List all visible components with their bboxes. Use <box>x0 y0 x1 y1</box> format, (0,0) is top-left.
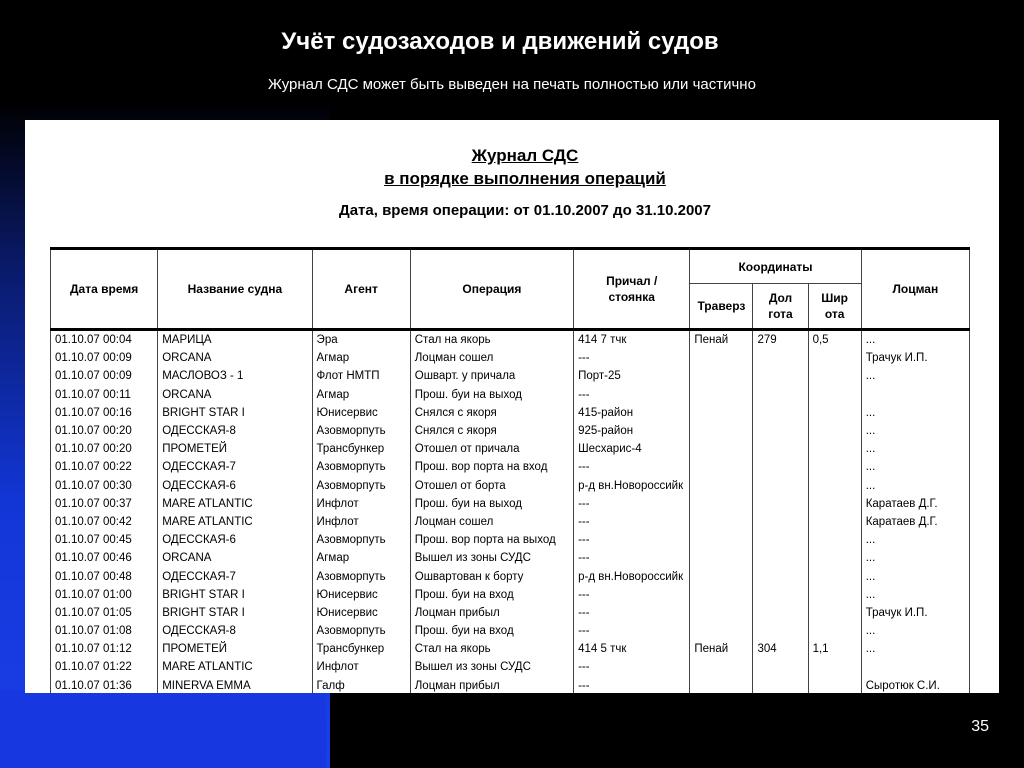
cell-longitude <box>753 440 808 458</box>
cell-datetime: 01.10.07 01:12 <box>51 640 158 658</box>
document-sheet <box>25 120 999 693</box>
cell-longitude <box>753 549 808 567</box>
background-block <box>0 690 326 768</box>
cell-agent: Агмар <box>312 386 410 404</box>
cell-pilot: ... <box>861 404 969 422</box>
cell-vessel: MINERVA EMMA <box>158 677 312 693</box>
cell-traverse <box>690 567 753 585</box>
cell-agent: Трансбункер <box>312 440 410 458</box>
table-row <box>51 513 970 531</box>
cell-datetime: 01.10.07 00:04 <box>51 330 158 350</box>
cell-latitude <box>808 440 861 458</box>
header-latitude: Шир ота <box>808 284 861 330</box>
cell-longitude <box>753 567 808 585</box>
cell-latitude <box>808 349 861 367</box>
cell-operation: Снялся с якоря <box>410 422 573 440</box>
cell-berth: --- <box>574 658 690 676</box>
cell-traverse <box>690 349 753 367</box>
document-subtitle: в порядке выполнения операций <box>384 169 666 188</box>
cell-pilot: ... <box>861 586 969 604</box>
cell-berth: р-д вн.Новороссийк <box>574 477 690 495</box>
cell-vessel: ORCANA <box>158 386 312 404</box>
cell-agent: Азовморпуть <box>312 477 410 495</box>
cell-traverse <box>690 386 753 404</box>
cell-longitude <box>753 658 808 676</box>
cell-latitude <box>808 404 861 422</box>
cell-vessel: BRIGHT STAR I <box>158 586 312 604</box>
table-row <box>51 367 970 385</box>
cell-vessel: ORCANA <box>158 549 312 567</box>
cell-operation: Стал на якорь <box>410 330 573 350</box>
cell-berth: --- <box>574 586 690 604</box>
cell-pilot: Каратаев Д.Г. <box>861 513 969 531</box>
cell-latitude <box>808 567 861 585</box>
cell-operation: Стал на якорь <box>410 640 573 658</box>
table-row <box>51 458 970 476</box>
table-row <box>51 604 970 622</box>
cell-longitude <box>753 367 808 385</box>
cell-latitude <box>808 677 861 693</box>
cell-traverse <box>690 586 753 604</box>
cell-pilot: ... <box>861 477 969 495</box>
cell-berth: --- <box>574 458 690 476</box>
cell-latitude: 1,1 <box>808 640 861 658</box>
cell-pilot: ... <box>861 622 969 640</box>
cell-longitude: 304 <box>753 640 808 658</box>
table-row <box>51 349 970 367</box>
slide-subtitle: Журнал СДС может быть выведен на печать полностью или частично <box>268 76 756 93</box>
cell-berth: Порт-25 <box>574 367 690 385</box>
table-row <box>51 495 970 513</box>
table-row <box>51 404 970 422</box>
cell-agent: Азовморпуть <box>312 422 410 440</box>
cell-pilot <box>861 386 969 404</box>
cell-vessel: BRIGHT STAR I <box>158 604 312 622</box>
journal-table <box>50 247 970 693</box>
cell-longitude <box>753 622 808 640</box>
table-row <box>51 386 970 404</box>
cell-agent: Юнисервис <box>312 404 410 422</box>
cell-pilot: ... <box>861 367 969 385</box>
cell-datetime: 01.10.07 00:20 <box>51 440 158 458</box>
cell-traverse <box>690 495 753 513</box>
cell-pilot: ... <box>861 640 969 658</box>
document-date-range: Дата, время операции: от 01.10.2007 до 31.10.2007 <box>339 202 711 219</box>
cell-agent: Агмар <box>312 549 410 567</box>
cell-traverse <box>690 367 753 385</box>
cell-traverse <box>690 658 753 676</box>
cell-operation: Прош. вор порта на выход <box>410 531 573 549</box>
cell-pilot: ... <box>861 531 969 549</box>
cell-berth: --- <box>574 677 690 693</box>
cell-vessel: МАСЛОВОЗ - 1 <box>158 367 312 385</box>
page-number: 35 <box>971 718 989 735</box>
table-row <box>51 440 970 458</box>
cell-agent: Юнисервис <box>312 604 410 622</box>
cell-datetime: 01.10.07 00:22 <box>51 458 158 476</box>
cell-pilot: Трачук И.П. <box>861 604 969 622</box>
cell-pilot <box>861 658 969 676</box>
cell-datetime: 01.10.07 00:09 <box>51 349 158 367</box>
header-berth: Причал / стоянка <box>574 249 690 330</box>
cell-longitude: 279 <box>753 330 808 350</box>
cell-vessel: ОДЕССКАЯ-6 <box>158 531 312 549</box>
cell-pilot: Каратаев Д.Г. <box>861 495 969 513</box>
cell-latitude <box>808 604 861 622</box>
cell-vessel: ОДЕССКАЯ-7 <box>158 458 312 476</box>
cell-datetime: 01.10.07 01:05 <box>51 604 158 622</box>
cell-operation: Лоцман прибыл <box>410 604 573 622</box>
cell-vessel: BRIGHT STAR I <box>158 404 312 422</box>
cell-agent: Азовморпуть <box>312 531 410 549</box>
cell-agent: Инфлот <box>312 658 410 676</box>
cell-latitude <box>808 513 861 531</box>
cell-datetime: 01.10.07 00:16 <box>51 404 158 422</box>
cell-datetime: 01.10.07 00:09 <box>51 367 158 385</box>
cell-longitude <box>753 586 808 604</box>
cell-vessel: ОДЕССКАЯ-8 <box>158 622 312 640</box>
cell-agent: Трансбункер <box>312 640 410 658</box>
cell-agent: Азовморпуть <box>312 458 410 476</box>
cell-operation: Прош. буи на выход <box>410 495 573 513</box>
cell-traverse <box>690 604 753 622</box>
cell-agent: Галф <box>312 677 410 693</box>
cell-berth: --- <box>574 622 690 640</box>
cell-operation: Прош. буи на вход <box>410 622 573 640</box>
cell-operation: Вышел из зоны СУДС <box>410 549 573 567</box>
cell-latitude <box>808 386 861 404</box>
cell-berth: --- <box>574 513 690 531</box>
cell-datetime: 01.10.07 00:37 <box>51 495 158 513</box>
cell-longitude <box>753 677 808 693</box>
cell-vessel: МАРИЦА <box>158 330 312 350</box>
cell-longitude <box>753 513 808 531</box>
cell-vessel: ПРОМЕТЕЙ <box>158 440 312 458</box>
cell-vessel: MARE ATLANTIC <box>158 513 312 531</box>
cell-berth: Шесхарис-4 <box>574 440 690 458</box>
table-row <box>51 531 970 549</box>
cell-pilot: Сыротюк С.И. <box>861 677 969 693</box>
cell-agent: Флот НМТП <box>312 367 410 385</box>
cell-latitude <box>808 622 861 640</box>
cell-latitude <box>808 586 861 604</box>
slide-title: Учёт судозаходов и движений судов <box>281 28 719 55</box>
cell-datetime: 01.10.07 00:11 <box>51 386 158 404</box>
cell-vessel: MARE ATLANTIC <box>158 495 312 513</box>
cell-pilot: ... <box>861 330 969 350</box>
cell-latitude <box>808 549 861 567</box>
cell-latitude <box>808 658 861 676</box>
cell-berth: 415-район <box>574 404 690 422</box>
cell-pilot: ... <box>861 458 969 476</box>
cell-agent: Эра <box>312 330 410 350</box>
cell-longitude <box>753 604 808 622</box>
header-coordinates: Координаты <box>690 249 861 284</box>
cell-pilot: ... <box>861 549 969 567</box>
cell-longitude <box>753 495 808 513</box>
cell-datetime: 01.10.07 00:42 <box>51 513 158 531</box>
table-row <box>51 640 970 658</box>
cell-longitude <box>753 422 808 440</box>
cell-traverse <box>690 677 753 693</box>
cell-pilot: Трачук И.П. <box>861 349 969 367</box>
header-vessel: Название судна <box>158 249 312 330</box>
cell-traverse: Пенай <box>690 640 753 658</box>
table-row <box>51 567 970 585</box>
cell-berth: --- <box>574 349 690 367</box>
cell-traverse <box>690 404 753 422</box>
cell-operation: Снялся с якоря <box>410 404 573 422</box>
table-row <box>51 658 970 676</box>
cell-datetime: 01.10.07 00:20 <box>51 422 158 440</box>
cell-berth: --- <box>574 531 690 549</box>
cell-berth: 414 7 тчк <box>574 330 690 350</box>
cell-operation: Ошварт. у причала <box>410 367 573 385</box>
cell-vessel: ОДЕССКАЯ-7 <box>158 567 312 585</box>
cell-agent: Инфлот <box>312 495 410 513</box>
cell-vessel: ОДЕССКАЯ-6 <box>158 477 312 495</box>
cell-pilot: ... <box>861 567 969 585</box>
cell-longitude <box>753 404 808 422</box>
cell-datetime: 01.10.07 00:46 <box>51 549 158 567</box>
cell-datetime: 01.10.07 01:08 <box>51 622 158 640</box>
cell-agent: Агмар <box>312 349 410 367</box>
cell-latitude <box>808 422 861 440</box>
header-longitude: Дол гота <box>753 284 808 330</box>
header-operation: Операция <box>410 249 573 330</box>
cell-traverse <box>690 458 753 476</box>
cell-traverse <box>690 622 753 640</box>
cell-latitude <box>808 458 861 476</box>
cell-operation: Отошел от причала <box>410 440 573 458</box>
cell-vessel: ОДЕССКАЯ-8 <box>158 422 312 440</box>
cell-operation: Прош. вор порта на вход <box>410 458 573 476</box>
table-row <box>51 330 970 350</box>
cell-datetime: 01.10.07 00:48 <box>51 567 158 585</box>
cell-latitude <box>808 367 861 385</box>
cell-agent: Инфлот <box>312 513 410 531</box>
cell-datetime: 01.10.07 01:22 <box>51 658 158 676</box>
cell-traverse <box>690 422 753 440</box>
cell-berth: --- <box>574 386 690 404</box>
cell-pilot: ... <box>861 422 969 440</box>
cell-traverse: Пенай <box>690 330 753 350</box>
cell-agent: Азовморпуть <box>312 567 410 585</box>
table-row <box>51 586 970 604</box>
cell-operation: Ошвартован к борту <box>410 567 573 585</box>
cell-longitude <box>753 349 808 367</box>
cell-agent: Юнисервис <box>312 586 410 604</box>
cell-operation: Отошел от борта <box>410 477 573 495</box>
cell-berth: р-д вн.Новороссийк <box>574 567 690 585</box>
cell-longitude <box>753 531 808 549</box>
cell-traverse <box>690 440 753 458</box>
table-row <box>51 549 970 567</box>
header-datetime: Дата время <box>51 249 158 330</box>
cell-berth: --- <box>574 549 690 567</box>
cell-operation: Лоцман прибыл <box>410 677 573 693</box>
cell-vessel: MARE ATLANTIC <box>158 658 312 676</box>
cell-traverse <box>690 477 753 495</box>
cell-longitude <box>753 458 808 476</box>
cell-vessel: ПРОМЕТЕЙ <box>158 640 312 658</box>
cell-latitude <box>808 531 861 549</box>
cell-traverse <box>690 549 753 567</box>
cell-latitude: 0,5 <box>808 330 861 350</box>
cell-latitude <box>808 477 861 495</box>
cell-longitude <box>753 477 808 495</box>
cell-berth: 414 5 тчк <box>574 640 690 658</box>
cell-traverse <box>690 531 753 549</box>
table-row <box>51 622 970 640</box>
cell-pilot: ... <box>861 440 969 458</box>
cell-operation: Прош. буи на вход <box>410 586 573 604</box>
cell-datetime: 01.10.07 01:36 <box>51 677 158 693</box>
table-row <box>51 477 970 495</box>
table-row <box>51 677 970 693</box>
cell-latitude <box>808 495 861 513</box>
cell-agent: Азовморпуть <box>312 622 410 640</box>
cell-operation: Лоцман сошел <box>410 513 573 531</box>
cell-vessel: ORCANA <box>158 349 312 367</box>
cell-datetime: 01.10.07 00:30 <box>51 477 158 495</box>
header-pilot: Лоцман <box>861 249 969 330</box>
cell-operation: Прош. буи на выход <box>410 386 573 404</box>
cell-traverse <box>690 513 753 531</box>
table-row <box>51 422 970 440</box>
cell-datetime: 01.10.07 00:45 <box>51 531 158 549</box>
cell-berth: --- <box>574 604 690 622</box>
cell-operation: Лоцман сошел <box>410 349 573 367</box>
cell-berth: --- <box>574 495 690 513</box>
cell-berth: 925-район <box>574 422 690 440</box>
header-agent: Агент <box>312 249 410 330</box>
header-traverse: Траверз <box>690 284 753 330</box>
document-title: Журнал СДС <box>471 146 579 165</box>
cell-datetime: 01.10.07 01:00 <box>51 586 158 604</box>
journal-body <box>51 330 970 694</box>
cell-operation: Вышел из зоны СУДС <box>410 658 573 676</box>
cell-longitude <box>753 386 808 404</box>
